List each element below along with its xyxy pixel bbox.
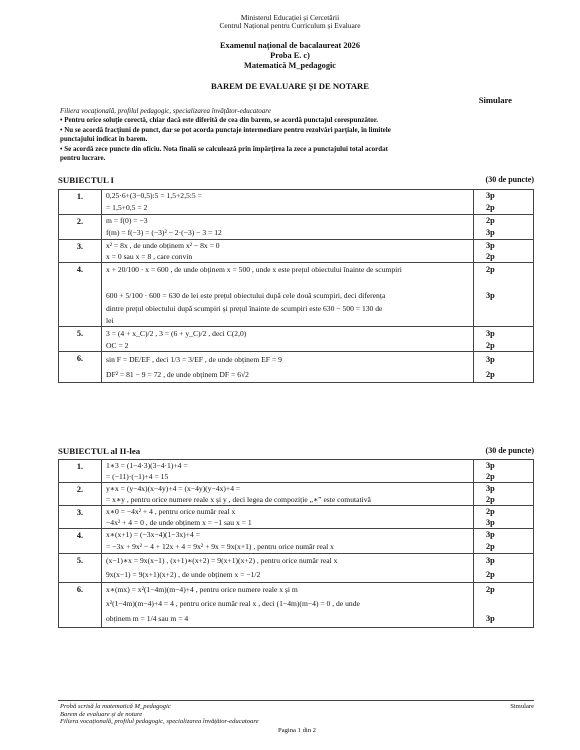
simulation-label: Simulare <box>478 95 512 105</box>
points-value: 3p <box>486 191 495 200</box>
exam-title: Examenul național de bacalaureat 2026 <box>220 41 360 50</box>
item-number: 2. <box>59 215 102 240</box>
points-cell <box>474 460 534 483</box>
subject-line: Matematică M_pedagogic <box>244 61 336 70</box>
subject-2-table <box>58 459 534 628</box>
footer-simulation: Simulare <box>510 703 534 710</box>
solution-line: dintre prețul obiectului după scumpiri și prețul înainte de scumpiri este 630 − 500 = 130 de <box>106 304 383 313</box>
solution-text <box>102 190 474 215</box>
solution-text <box>102 460 474 483</box>
points-cell <box>474 529 534 554</box>
points-value: 3p <box>486 461 495 470</box>
answer-row <box>59 190 534 215</box>
points-value <box>486 315 533 326</box>
answer-row <box>59 215 534 240</box>
solution-text <box>102 263 474 327</box>
subject-1-points: (30 de puncte) <box>485 175 534 184</box>
solution-line: x∗(mx) = x²(1−4m)(m−4)+4 , pentru orice numere reale x și m <box>106 585 298 594</box>
subject-2-title: SUBIECTUL al II-lea <box>58 446 141 456</box>
points-cell <box>474 240 534 263</box>
points-value: 3p <box>486 329 495 338</box>
subject-2-heading <box>58 446 534 456</box>
answer-row <box>59 352 534 383</box>
solution-text <box>102 529 474 554</box>
item-number: 6. <box>59 583 102 628</box>
solution-line: x + 20/100 · x = 600 , de unde obținem x = 500 , unde x este prețul obiectului înainte de scumpiri <box>106 265 402 274</box>
solution-line: lei <box>106 316 114 325</box>
points-value: 2p <box>486 203 495 212</box>
solution-line: 3 = (4 + x_C)/2 , 3 = (6 + y_C)/2 , deci C(2,0) <box>106 329 247 338</box>
solution-line: m = f(0) = −3 <box>106 216 148 225</box>
instruction-2: • Nu se acordă fracțiuni de punct, dar se pot acorda punctaje intermediare pentru rezolvări parțiale, în limitele <box>60 125 391 134</box>
item-number: 3. <box>59 506 102 529</box>
filiera-line: Filiera vocațională, profilul pedagogic, specializarea învățător-educatoare <box>60 107 271 115</box>
points-value: 2p <box>486 216 495 225</box>
solution-line: f(m) = f(−3) = (−3)² − 2·(−3) − 3 = 12 <box>106 228 222 237</box>
solution-line: OC = 2 <box>106 341 129 350</box>
item-number: 6. <box>59 352 102 383</box>
points-value: 2p <box>486 570 495 579</box>
answer-row <box>59 460 534 483</box>
solution-text <box>102 215 474 240</box>
footer-line-1: Probă scrisă la matematică M_pedagogic <box>60 703 171 710</box>
solution-text <box>102 506 474 529</box>
points-value <box>486 276 533 289</box>
points-value: 2p <box>486 507 495 516</box>
points-value: 2p <box>486 370 495 379</box>
points-value: 3p <box>486 530 495 539</box>
solution-line: = 1,5+0,5 = 2 <box>106 203 148 212</box>
solution-text <box>102 554 474 583</box>
solution-line: = (−11)·(−1)+4 = 15 <box>106 472 169 481</box>
instruction-2-cont: punctajului indicat în barem. <box>60 135 148 144</box>
footer-divider <box>58 700 534 701</box>
points-value <box>486 302 533 315</box>
points-cell <box>474 583 534 628</box>
solution-line: DF² = 81 − 9 = 72 , de unde obținem DF = 6√2 <box>106 370 249 379</box>
points-cell <box>474 506 534 529</box>
answer-row <box>59 583 534 628</box>
barem-title: BAREM DE EVALUARE ȘI DE NOTARE <box>211 81 369 91</box>
item-number: 2. <box>59 483 102 506</box>
points-cell <box>474 263 534 327</box>
points-value <box>486 596 533 611</box>
solution-text <box>102 240 474 263</box>
answer-row <box>59 554 534 583</box>
points-cell <box>474 554 534 583</box>
solution-line: 9x(x−1) = 9(x+1)(x+2) , de unde obținem x = −1/2 <box>106 570 261 579</box>
subject-1-title: SUBIECTUL I <box>58 175 114 185</box>
answer-row <box>59 506 534 529</box>
points-value: 3p <box>486 614 495 623</box>
item-number: 1. <box>59 460 102 483</box>
instruction-3-cont: pentru lucrare. <box>60 154 106 163</box>
points-value: 2p <box>486 585 495 594</box>
points-cell <box>474 352 534 383</box>
points-value: 3p <box>486 228 495 237</box>
answer-row <box>59 529 534 554</box>
points-value: 3p <box>486 241 495 250</box>
points-value: 3p <box>486 556 495 565</box>
solution-line: x²(1−4m)(m−4)+4 = 4 , pentru orice număr real x , deci (1−4m)(m−4) = 0 , de unde <box>106 599 360 608</box>
points-value: 2p <box>486 252 495 261</box>
item-number: 1. <box>59 190 102 215</box>
solution-line: obținem m = 1/4 sau m = 4 <box>106 614 189 623</box>
item-number: 5. <box>59 327 102 352</box>
item-number: 4. <box>59 263 102 327</box>
subject-1-heading <box>58 175 534 185</box>
item-number: 4. <box>59 529 102 554</box>
answer-row <box>59 483 534 506</box>
points-value: 2p <box>486 265 495 274</box>
solution-line: sin F = DE/EF , deci 1/3 = 3/EF , de unde obținem EF = 9 <box>106 355 282 364</box>
points-value: 2p <box>486 542 495 551</box>
solution-line: y∗x = (y−4x)(x−4y)+4 = (x−4y)(y−4x)+4 = <box>106 484 241 493</box>
points-cell <box>474 190 534 215</box>
solution-line: 1∗3 = (1−4·3)(3−4·1)+4 = <box>106 461 188 470</box>
page-number: Pagina 1 din 2 <box>278 727 316 734</box>
points-cell <box>474 327 534 352</box>
solution-text <box>102 483 474 506</box>
points-value: 2p <box>486 495 495 504</box>
solution-line: = x∗y , pentru orice numere reale x și y , deci legea de compoziție „∗” este comutativă <box>106 495 371 504</box>
points-value: 3p <box>486 355 495 364</box>
points-value: 3p <box>486 291 495 300</box>
proba-line: Proba E. c) <box>270 51 310 60</box>
solution-text <box>102 327 474 352</box>
solution-line: 0,25·6+(3−0,5):5 = 1,5+2,5:5 = <box>106 191 202 200</box>
points-value: 3p <box>486 518 495 527</box>
instructions <box>60 107 522 163</box>
ministry-line: Ministerul Educației și Cercetării <box>240 13 340 22</box>
footer <box>60 703 534 734</box>
answer-row <box>59 263 534 327</box>
instruction-1: • Pentru orice soluție corectă, chiar dacă este diferită de cea din barem, se acordă punctajul corespunzător. <box>60 116 378 125</box>
item-number: 3. <box>59 240 102 263</box>
instruction-3: • Se acordă zece puncte din oficiu. Nota finală se calculează prin împărțirea la zece a punctajului total acordat <box>60 144 388 153</box>
footer-line-3: Filiera vocațională, profilul pedagogic, specializarea învățător-educatoare <box>60 718 259 726</box>
footer-line-2: Barem de evaluare și de notare <box>60 710 143 718</box>
points-value: 2p <box>486 472 495 481</box>
solution-text <box>102 583 474 628</box>
solution-line: 600 + 5/100 · 600 = 630 de lei este prețul obiectului după cele două scumpiri, deci diferența <box>106 291 386 300</box>
points-value: 2p <box>486 341 495 350</box>
solution-line: = −3x + 9x² − 4 + 12x + 4 = 9x² + 9x = 9x(x+1) , pentru orice număr real x <box>106 542 334 551</box>
points-cell <box>474 483 534 506</box>
solution-line: x² = 8x , de unde obținem x² − 8x = 0 <box>106 241 220 250</box>
solution-line: −4x² + 4 = 0 , de unde obținem x = −1 sau x = 1 <box>106 518 252 527</box>
points-value: 3p <box>486 484 495 493</box>
solution-line: x∗(x+1) = (−3x−4)(1−3x)+4 = <box>106 530 200 539</box>
subject-2-points: (30 de puncte) <box>485 446 534 455</box>
solution-line <box>106 276 469 289</box>
subject-1-table <box>58 189 534 383</box>
solution-line: x = 0 sau x = 8 , care convin <box>106 252 193 261</box>
points-cell <box>474 215 534 240</box>
answer-row <box>59 240 534 263</box>
center-line: Centrul Național pentru Curriculum și Evaluare <box>219 21 361 30</box>
item-number: 5. <box>59 554 102 583</box>
solution-text <box>102 352 474 383</box>
solution-line: x∗0 = −4x² + 4 , pentru orice număr real x <box>106 507 236 516</box>
solution-line: (x−1)∗x = 9x(x−1) , (x+1)∗(x+2) = 9(x+1)(x+2) , pentru orice număr real x <box>106 556 338 565</box>
answer-row <box>59 327 534 352</box>
